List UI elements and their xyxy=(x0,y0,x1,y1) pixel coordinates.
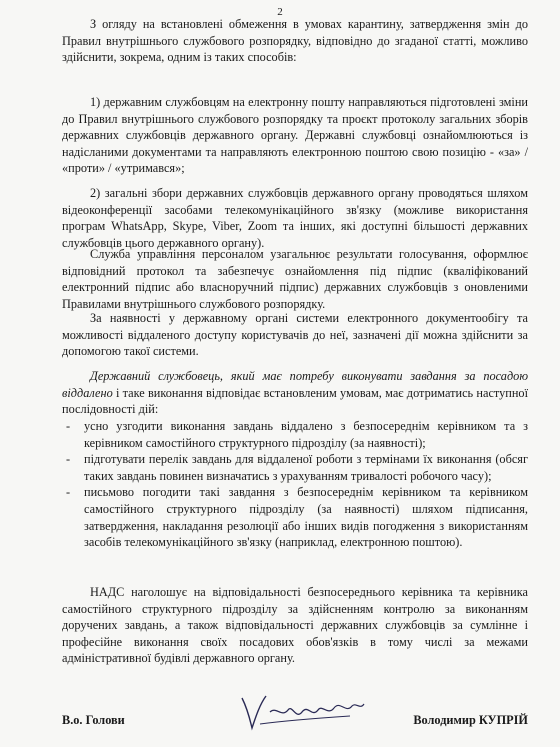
page-number: 2 xyxy=(277,6,283,18)
handwritten-signature xyxy=(230,690,380,732)
edms-paragraph: За наявності у державному органі системи електронного документообігу та можливості віддаленого доступу користувачів до неї, зазначені дії можна здійснити за допомогою такої системи. xyxy=(62,311,528,359)
list-item-text: письмово погодити такі завдання з безпосереднім керівником та керівником самостійного структурного підрозділу (за наявності) шляхом підписання, затвердження, накладання резолюції або інших видів погодження з використанням засобів телекомунікаційного зв'язку (наприклад, електронною поштою). xyxy=(84,485,528,550)
signatory-role: В.о. Голови xyxy=(62,713,125,727)
signature-block xyxy=(62,704,528,734)
remote-work-emphasis: Державний службовець, який має потребу виконувати завдання за посадою віддалено xyxy=(62,369,528,400)
list-item-text: усно узгодити виконання завдань віддалено з безпосереднім керівником та з керівником самостійного структурного підрозділу (за наявності); xyxy=(84,419,528,450)
method-1-paragraph: 1) державним службовцям на електронну пошту направляються підготовлені зміни до Правил внутрішнього службового розпорядку та проєкт протоколу загальних зборів державних службовців державного органу. Державні службовці ознайомлюються із надісланими документами та направляють електронною поштою свою позицію - «за» / «проти» / «утримався»; xyxy=(62,95,528,176)
list-marker: - xyxy=(66,485,71,500)
method-2-paragraph: 2) загальні збори державних службовців державного органу проводяться шляхом відеоконференції засобами телекомунікаційного зв'язку (можливе використання програм WhatsApp, Skype, Viber, Zoom та інших, які доступні більшості державних службовців цього державного органу). xyxy=(62,186,528,250)
list-marker: - xyxy=(66,419,71,433)
list-item xyxy=(62,451,528,484)
steps-list xyxy=(62,418,528,551)
signatory-name: Володимир КУПРІЙ xyxy=(413,713,528,727)
remote-work-paragraph xyxy=(62,368,528,418)
remote-work-text: і таке виконання відповідає встановленим умовам, має дотриматись наступної послідовності дій: xyxy=(62,385,528,417)
list-marker: - xyxy=(66,452,71,467)
intro-paragraph: З огляду на встановлені обмеження в умовах карантину, затвердження змін до Правил внутрішнього службового розпорядку, відповідно до згаданої статті, можливо здійснити, зокрема, одним із таких способів: xyxy=(62,17,528,65)
list-item xyxy=(62,484,528,550)
responsibility-paragraph: НАДС наголошує на відповідальності безпосереднього керівника та керівника самостійного структурного підрозділу за здійсненням контролю за виконанням доручених завдань, а також відповідальності державних службовців за сумлінне і професійне виконання своїх посадових обов'язків в тому числі за межами адміністративної будівлі державного органу. xyxy=(62,585,528,666)
list-item-text: підготувати перелік завдань для віддаленої роботи з термінами їх виконання (обсяг таких завдань повинен визначатись з урахуванням тривалості робочого часу); xyxy=(84,452,528,483)
hr-service-paragraph: Служба управління персоналом узагальнює результати голосування, оформлює відповідний протокол та забезпечує ознайомлення під підпис (кваліфікований електронний підпис або власноручний підпис) державних службовців з оновленими Правилами внутрішнього службового розпорядку. xyxy=(62,247,528,311)
list-item xyxy=(62,418,528,451)
